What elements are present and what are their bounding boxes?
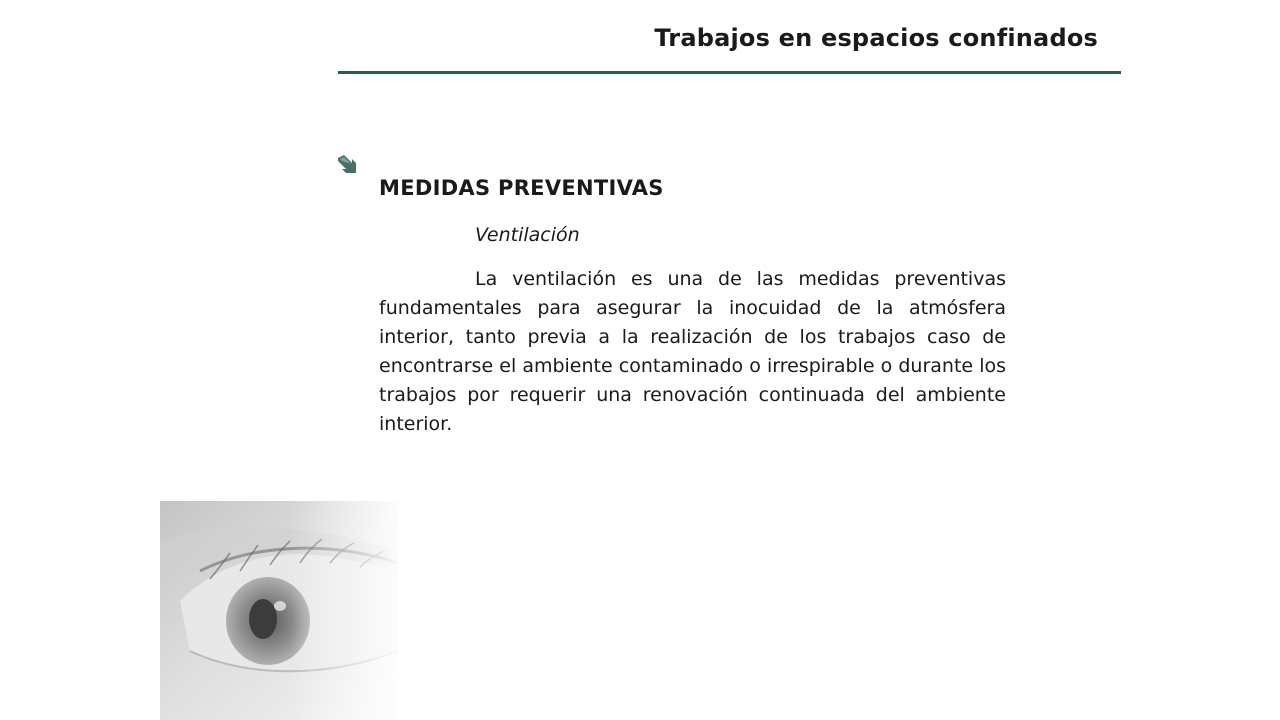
subheading: Ventilación: [475, 224, 580, 246]
slide-title: Trabajos en espacios confinados: [654, 24, 1098, 52]
eye-closeup-image: [160, 501, 398, 720]
arrow-down-right-icon: [338, 155, 360, 177]
section-heading: MEDIDAS PREVENTIVAS: [379, 176, 664, 200]
body-paragraph: La ventilación es una de las medidas preventivas fundamentales para asegurar la inocuidad de la atmósfera interior, tanto previa a la realización de los trabajos caso de encontrarse el ambiente contaminado o irrespirable o durante los trabajos por requerir una renovación continuada del ambiente interior.: [379, 268, 1006, 435]
title-divider: [338, 71, 1121, 74]
